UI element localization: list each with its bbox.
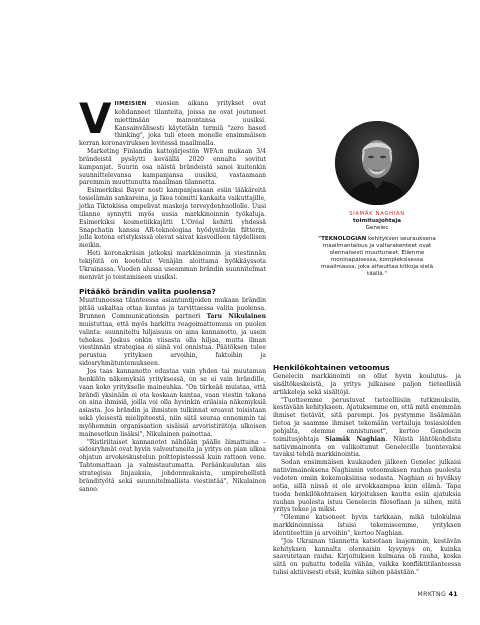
- paragraph-text: "Tuotteemme perustuvat tieteelliisiin tutkimuksiin, kestävään kehitykseen. Ajatuksemme on, että mitä enemmän ihmiset tietävät, sitä parempi. Jos pystymme lisäämään tietoa ja saamme ihmiset tekemään vertailuja tosiasioiden pohjalta, olemme onnistuneet", kertoo Genelecin toimitusjohtaja: [273, 396, 461, 443]
- body-paragraph: "Olemme katsoneet hyvin tarkkaan, mikä tulokulma markkinoinnissa istuisi tekemiseemme, yrityksen identiteettiin ja arvoihin", kertoo Naghian.: [273, 514, 461, 537]
- section-heading: Pitääkö brändin valita puolensa?: [79, 287, 216, 297]
- person-name: Taru Nikulainen: [206, 313, 266, 321]
- page-number: 41: [448, 591, 458, 598]
- paragraph-text: . Näistä lähtökohdista natiivimainonta on valikoitunut Genelecille luontevaksi tavaksi tehdä markkinointia.: [273, 435, 462, 459]
- portrait-photo: [335, 121, 419, 205]
- body-paragraph: "Ristiriitaiset kannanotot nähdään päälle liimattuina – sidosryhmät ovat hyvin valveutuneita ja yritys on pian ulkoa ohjatun arvokeskustelun polttopisteessä kuin rattoon vene. Tahtomattaan ja valmistautumatta. Peräänkuulutan siis strategisia linjauksia, johdonmukaista, umpirehellistä brändityötä sekä suunnitelmallista viestintää", Nikulainen sanoo.: [79, 438, 266, 493]
- body-paragraph: Marketing Finlandin kattojärjestön WFA:n mukaan 3/4 brändeistä pysäytti keväällä 2020 ennalta sovitut kampanjat. Suurin osa näistä brändeistä sanoi kuitenkin suunnittelevansa kampanjansa uusiksi, vastaamaan paremmin muuttunutta maailman tilannetta.: [79, 148, 266, 187]
- page-footer: [417, 591, 458, 598]
- profile-box: [317, 121, 437, 277]
- body-paragraph: Heti koronakriisin jatkoksi markkinoinnin ja viestinnän tekijöitä on koetellut Venäjän aloittama hyökkäyssota Ukrainassa. Vuoden alussa useamman brändin suunnitelmat menivät jo toistamiseen uusiksi.: [79, 250, 266, 281]
- person-name: Siamäk Naghian: [325, 435, 386, 443]
- body-paragraph: Jos taas kannanotto edustaa vain yhden tai muutaman henkilön näkemyksiä yrityksessä, on se ei vain brändille, vaan koko yritykselle maineuhka. "On tärkeää muistaa, että brändi yksinään ei ota koskaan kantaa, vaan viestin takana on aina ihmisiä, joilla voi olla hyvinkin erilaisia näkemyksiä asiasta. Jos brändin ja ihmisten tulkinnat eroavat toisistaan sekä yleisestä mielipiteestä, niin siitä seuraa ennemmin tai myöhemmin organisaation sisäisiä arvoristiriitoja ulkoisen mainesotkun lisäksi", Nikulainen painottaa.: [79, 368, 266, 438]
- profile-role: toimitusjohtaja: [352, 218, 402, 224]
- right-column: [273, 363, 461, 577]
- section-heading: Henkilökohtainen vetoomus: [273, 363, 390, 372]
- paragraph-text: muistuttaa, että myös harkittu reagoimattomuus on puolen valinta: suunniteltu hiljaisuus on aina kannanotto, ja usein tehokas. Joskus onkin viisasta olla hiljaa, mutta ilman viestinnän strategiaa ei siinä voi onnistua. Päätöksen tulee perustua yrityksen arvoihin, faktoihin ja sidosryhmätuntemukseen.: [79, 320, 266, 368]
- intro-paragraph: [79, 94, 266, 148]
- paragraph-text: Muuttuneessa tilanteessa asiantuntijoiden mukaan brändin pitää uskaltaa ottaa kantaa ja tarvittaessa valita puolensa. Brunnen Communicationsin partneri: [79, 297, 266, 321]
- quote-lead: "TEKNOLOGIAN: [318, 236, 367, 242]
- body-paragraph: "Jos Ukrainan tilannetta katsotaan laajemmin, kestävän kehityksen kannalta olennaisin kysymys on, kuinka saavutetaan rauha. Kirjoituksen kulmana oli rauha, koska siitä on puhuttu todella vähän, vaikka konfliktitilanteessa tulisi aktiivisesti etsiä, kuinka siihen päästään.": [273, 537, 461, 577]
- quote-text: kehityksen seurauksena maailmantalous ja valtarakenteet ovat olennaisesti muuttuneet. Elämme moninapaisessa, kompleksisessa maailmassa, joka aiheuttaa kitkoja sielä täällä.": [320, 236, 436, 277]
- magazine-name: MRKTNG: [417, 591, 447, 598]
- body-paragraph: Esimerkiksi Bayer nosti kampanjassaan esiin lääkäreitä tosielämän sankareina, ja Ikea toimitti kankaita vaikuttajille, jotka Tiktokissa ompelivat maskeja terveydenhuollolle. Uusi tilanne synnytti myös uusia markkinoinnin työkaluja. Esimerkiksi kosmetiikkajätti L'Oréal kehitti yhdessä Snapchatin kanssa AR-teknologiaa hyödyntävän filtterin, jolla kotona eristyksissä olevat saivat kasvoilleen täydellisen meikin.: [79, 187, 266, 250]
- intro-text: vuosien aikana yritykset ovat kohdanneet tilanteita, joissa ne ovat joutuneet miettimään mainontansa uusiksi. Kansainvälisesti käytetään termiä "zero based thinking", joka tuli eteen monelle ensimmäisen kerran koronaviruksen levitessä maailmalla.: [79, 100, 266, 148]
- intro-lead-caps: IIMEISIEN: [114, 101, 147, 107]
- left-column: [79, 94, 266, 494]
- portrait-illustration: [335, 121, 419, 205]
- profile-name: SIAMÄK NAGHIAN: [349, 211, 405, 217]
- profile-quote: [317, 236, 437, 277]
- body-paragraph: Genelecin markkinointi on ollut hyvin koulutus- ja sisältökeskeistä, ja yritys julkaisee paljon tieteellisiä artikkeleja sekä sisältöjä.: [273, 373, 461, 396]
- drop-cap: V: [79, 94, 112, 143]
- body-paragraph: [79, 297, 266, 368]
- body-paragraph: Sodan ensimmäisen kuukauden jälkeen Genelec julkaisi natiivimainoksena Naghianin vetoomuksen rauhan puolesta vedoten omiin kokemuksiinsa sodasta. Naghian ei hyväksy sotia, sillä niissä ei ole arvokkaampaa kuin elämä. Tapa tuoda henkilökohtaisen kirjoituksen kautta esiin ajatuksia rauhan puolesta istuu Genelecin filosofiaan ja siihen, mitä yritys tekee ja miksi.: [273, 459, 461, 514]
- profile-company: Genelec: [365, 225, 389, 231]
- body-paragraph: [273, 397, 461, 460]
